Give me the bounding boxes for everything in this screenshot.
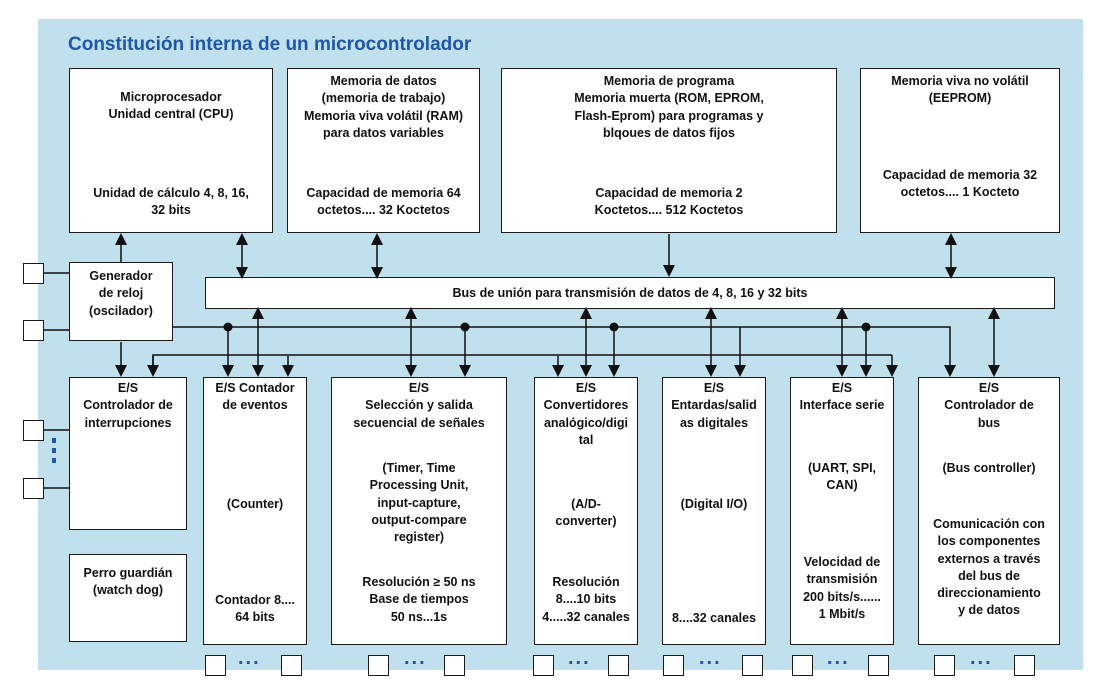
data-bus-label: Bus de unión para transmisión de datos de 4, 8, 16 y 32 bits: [452, 286, 808, 300]
io-event-counter-box: [203, 377, 307, 645]
ram-box: [287, 68, 480, 233]
io-interrupt-controller-box: [69, 377, 187, 530]
io-bus-controller-title: E/S Controlador de bus: [944, 381, 1034, 430]
sequencer-pin-1: [368, 655, 389, 676]
sequencer-pin-2: [444, 655, 465, 676]
io-interrupt-controller-title: E/S Controlador de interrupciones: [83, 381, 173, 430]
sequencer-pin-dots: ...: [404, 647, 427, 669]
buscontroller-pin-1: [934, 655, 955, 676]
io-adc-box: [534, 377, 638, 645]
watchdog-label: Perro guardián (watch dog): [83, 566, 173, 598]
io-serial-interface-detail: Velocidad de transmisión 200 bits/s...... 1 Mbit/s: [803, 555, 881, 621]
io-bus-controller-box: [918, 377, 1060, 645]
io-signal-sequencer-box: [331, 377, 507, 645]
io-serial-interface-title: E/S Interface serie: [799, 381, 885, 413]
interrupt-pin-dots: [50, 438, 58, 474]
buscontroller-pin-dots: ...: [970, 647, 993, 669]
interrupt-pin-2: [23, 478, 44, 499]
interrupt-pin-1: [23, 420, 44, 441]
io-serial-interface-mid: (UART, SPI, CAN): [807, 461, 877, 493]
counter-pin-dots: ...: [238, 647, 261, 669]
clock-pin-2: [23, 320, 44, 341]
io-digital-mid: (Digital I/O): [680, 497, 748, 511]
data-bus: [205, 277, 1055, 309]
cpu-title: Microprocesador Unidad central (CPU): [108, 90, 234, 122]
io-digital-box: [662, 377, 766, 645]
serial-pin-1: [792, 655, 813, 676]
cpu-detail: Unidad de cálculo 4, 8, 16, 32 bits: [93, 186, 249, 218]
clock-generator-box: [69, 262, 173, 341]
io-signal-sequencer-mid: (Timer, Time Processing Unit, input-capture, output-compare register): [369, 461, 469, 544]
io-serial-interface-box: [790, 377, 894, 645]
io-signal-sequencer-detail: Resolución ≥ 50 ns Base de tiempos 50 ns...1s: [362, 575, 476, 624]
io-event-counter-mid: (Counter): [226, 497, 284, 511]
adc-pin-2: [608, 655, 629, 676]
io-signal-sequencer-title: E/S Selección y salida secuencial de señales: [353, 381, 485, 430]
watchdog-box: [69, 554, 187, 642]
cpu-box: [69, 68, 273, 233]
serial-pin-2: [868, 655, 889, 676]
io-adc-mid: (A/D- converter): [555, 497, 617, 529]
io-event-counter-title: E/S Contador de eventos: [215, 381, 295, 413]
adc-pin-1: [533, 655, 554, 676]
clock-generator-label: Generador de reloj (oscilador): [89, 269, 153, 318]
rom-box: [501, 68, 837, 233]
io-bus-controller-mid: (Bus controller): [942, 461, 1036, 475]
io-adc-title: E/S Convertidores analógico/digi tal: [543, 381, 629, 447]
io-bus-controller-detail: Comunicación con los componentes externos a través del bus de direccionamiento y de datos: [933, 517, 1045, 618]
ram-detail: Capacidad de memoria 64 octetos.... 32 Koctetos: [306, 186, 461, 218]
ram-title: Memoria de datos (memoria de trabajo) Memoria viva volátil (RAM) para datos variables: [303, 74, 464, 140]
rom-detail: Capacidad de memoria 2 Koctetos.... 512 Koctetos: [594, 186, 744, 218]
io-digital-title: E/S Entardas/salid as digitales: [671, 381, 757, 430]
eeprom-box: [860, 68, 1060, 233]
buscontroller-pin-2: [1014, 655, 1035, 676]
eeprom-title: Memoria viva no volátil (EEPROM): [891, 74, 1029, 106]
io-digital-detail: 8....32 canales: [671, 611, 757, 625]
digital-pin-2: [742, 655, 763, 676]
eeprom-detail: Capacidad de memoria 32 octetos.... 1 Kocteto: [882, 168, 1038, 200]
counter-pin-1: [205, 655, 226, 676]
io-event-counter-detail: Contador 8.... 64 bits: [215, 593, 295, 625]
serial-pin-dots: ...: [827, 647, 850, 669]
clock-pin-1: [23, 263, 44, 284]
counter-pin-2: [281, 655, 302, 676]
digital-pin-1: [663, 655, 684, 676]
io-adc-detail: Resolución 8....10 bits 4.....32 canales: [542, 575, 630, 624]
diagram-title: Constitución interna de un microcontrolador: [68, 34, 472, 55]
digital-pin-dots: ...: [699, 647, 722, 669]
rom-title: Memoria de programa Memoria muerta (ROM, EPROM, Flash-Eprom) para programas y blqoues de datos fijos: [574, 74, 764, 140]
adc-pin-dots: ...: [568, 647, 591, 669]
